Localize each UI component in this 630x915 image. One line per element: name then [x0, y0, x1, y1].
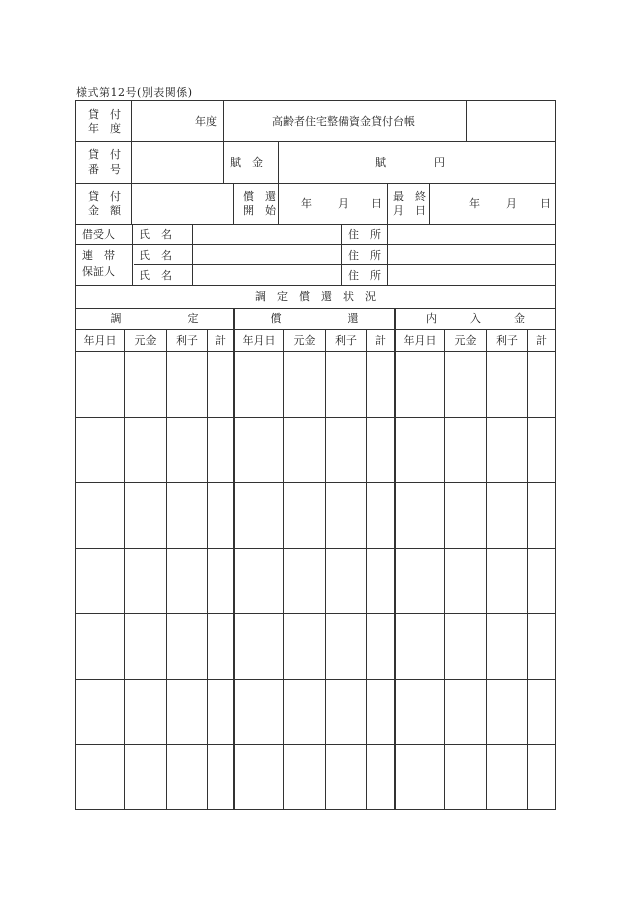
final-year-unit: 年: [469, 197, 480, 210]
guarantor-label-2: 保証人: [82, 265, 115, 278]
final-label-1: 最 終: [393, 190, 426, 203]
rule: [76, 679, 555, 680]
rule: [192, 224, 193, 285]
rule: [76, 285, 555, 286]
rule: [76, 482, 555, 483]
rule: [341, 224, 342, 285]
rule: [325, 329, 326, 809]
year-unit: 年度: [195, 115, 217, 128]
final-day-unit: 日: [540, 197, 551, 210]
rule: [76, 351, 555, 352]
final-label-2: 月 日: [393, 204, 426, 217]
rule: [132, 224, 133, 285]
rule: [233, 183, 234, 224]
col-total-3: 計: [536, 334, 547, 347]
rule: [76, 244, 555, 245]
col-principal-2: 元金: [293, 334, 316, 347]
col-principal-1: 元金: [134, 334, 157, 347]
levy-label: 賦 金: [230, 156, 263, 169]
guarantor-label-1: 連 帯: [82, 249, 115, 262]
start-year-unit: 年: [301, 197, 312, 210]
col-interest-1: 利子: [176, 334, 198, 347]
guarantor-address-label-1: 住 所: [348, 249, 381, 262]
rule: [527, 329, 528, 809]
ledger-title: 高齢者住宅整備資金貸付台帳: [272, 115, 415, 128]
rule: [76, 329, 555, 330]
loan-number-label-1: 貸 付: [88, 148, 121, 161]
rule: [207, 329, 208, 809]
rule: [76, 224, 555, 225]
col-date-2: 年月日: [242, 334, 276, 347]
guarantor-address-label-2: 住 所: [348, 269, 381, 282]
final-month-unit: 月: [506, 197, 517, 210]
borrower-name-label: 氏 名: [139, 228, 172, 241]
yen-unit: 円: [434, 156, 445, 169]
rule: [387, 224, 388, 285]
rule: [233, 308, 235, 809]
rule: [134, 264, 555, 265]
rule: [76, 141, 555, 142]
rule: [166, 329, 167, 809]
rule: [223, 141, 224, 183]
rule: [124, 329, 125, 809]
form-caption: 様式第12号(別表関係): [76, 86, 193, 99]
col-interest-3: 利子: [496, 334, 518, 347]
borrower-label: 借受人: [82, 228, 115, 241]
loan-number-label-2: 番 号: [88, 163, 121, 176]
rule: [76, 613, 555, 614]
rule: [466, 101, 467, 141]
rule: [76, 183, 555, 184]
rule: [76, 744, 555, 745]
col-principal-3: 元金: [454, 334, 477, 347]
rule: [366, 329, 367, 809]
loan-amount-label-1: 貸 付: [88, 190, 121, 203]
col-total-2: 計: [375, 334, 386, 347]
rule: [76, 548, 555, 549]
guarantor-name-label-2: 氏 名: [139, 269, 172, 282]
levy-value-label: 賦: [375, 156, 386, 169]
rule: [444, 329, 445, 809]
rule: [278, 141, 279, 183]
group-repayment: 償 還: [270, 312, 359, 325]
guarantor-name-label-1: 氏 名: [139, 249, 172, 262]
repay-start-label-1: 償 還: [243, 190, 276, 203]
group-partial-payment: 内 入 金: [426, 312, 525, 325]
ledger-form: [75, 100, 556, 810]
col-interest-2: 利子: [335, 334, 357, 347]
rule: [278, 183, 279, 224]
rule: [223, 101, 224, 141]
start-month-unit: 月: [338, 197, 349, 210]
col-date-1: 年月日: [83, 334, 117, 347]
status-title: 調 定 償 還 状 況: [255, 290, 376, 303]
rule: [76, 417, 555, 418]
group-assessment: 調 定: [110, 312, 199, 325]
loan-year-label-2: 年 度: [88, 122, 121, 135]
loan-year-label-1: 貸 付: [88, 108, 121, 121]
start-day-unit: 日: [371, 197, 382, 210]
repay-start-label-2: 開 始: [243, 204, 276, 217]
rule: [486, 329, 487, 809]
col-date-3: 年月日: [403, 334, 437, 347]
rule: [394, 308, 396, 809]
rule: [131, 101, 132, 224]
rule: [387, 183, 388, 224]
borrower-address-label: 住 所: [348, 228, 381, 241]
rule: [76, 308, 555, 309]
col-total-1: 計: [215, 334, 226, 347]
rule: [429, 183, 430, 224]
rule: [283, 329, 284, 809]
loan-amount-label-2: 金 額: [88, 204, 121, 217]
